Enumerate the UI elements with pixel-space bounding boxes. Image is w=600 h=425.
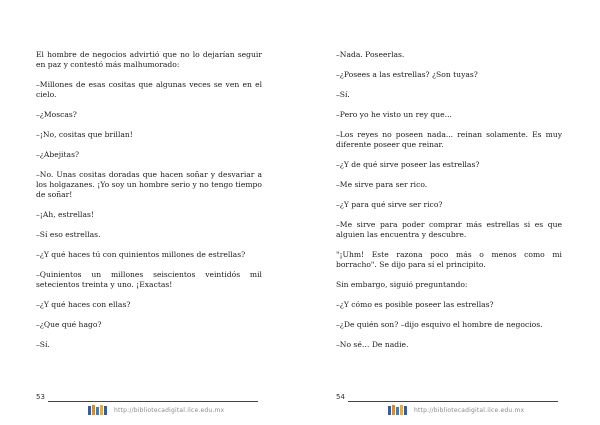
- paragraph: –¿Y para qué sirve ser rico?: [336, 200, 443, 209]
- footer-url-link[interactable]: http://bibliotecadigital.ilce.edu.mx: [114, 406, 225, 414]
- footer-brand: [88, 404, 224, 416]
- paragraph: El hombre de negocios advirtió que no lo dejarían seguir en paz y contestó más malhumorado:: [36, 50, 262, 69]
- paragraph: –Sí.: [36, 340, 50, 349]
- paragraph: –¿Y cómo es posible poseer las estrellas?: [336, 300, 494, 309]
- paragraph: –¡Ah, estrellas!: [36, 210, 94, 219]
- paragraph: Sin embargo, siguió preguntando:: [336, 280, 468, 289]
- page-footer: [36, 393, 258, 403]
- page-number: 54: [336, 393, 345, 401]
- footer-rule: [48, 401, 258, 402]
- footer-rule: [348, 401, 558, 402]
- paragraph: –¿Y qué haces con ellas?: [36, 300, 131, 309]
- paragraph: –Nada. Poseerlas.: [336, 50, 405, 59]
- paragraph: –¿Y de qué sirve poseer las estrellas?: [336, 160, 480, 169]
- paragraph: –Me sirve para ser rico.: [336, 180, 428, 189]
- right-page-text: [336, 50, 562, 360]
- footer-url-link[interactable]: http://bibliotecadigital.ilce.edu.mx: [414, 406, 525, 414]
- footer-brand: [388, 404, 524, 416]
- paragraph: –¿Y qué haces tú con quinientos millones de estrellas?: [36, 250, 246, 259]
- paragraph: –Quinientos un millones seiscientos veintidós mil setecientos treinta y uno. ¡Exactas!: [36, 270, 262, 289]
- page-footer: [336, 393, 558, 403]
- page-number: 53: [36, 393, 45, 401]
- paragraph: –Millones de esas cositas que algunas veces se ven en el cielo.: [36, 80, 262, 99]
- paragraph: –Sí eso estrellas.: [36, 230, 101, 239]
- paragraph: –¿Moscas?: [36, 110, 77, 119]
- paragraph: –¡No, cositas que brillan!: [36, 130, 133, 139]
- left-page-text: [36, 50, 262, 360]
- paragraph: –Sí.: [336, 90, 350, 99]
- paragraph: –Me sirve para poder comprar más estrellas si es que alguien las encuentra y descubre.: [336, 220, 562, 239]
- paragraph: –Los reyes no poseen nada... reinan solamente. Es muy diferente poseer que reinar.: [336, 130, 562, 149]
- paragraph: –¿Que qué hago?: [36, 320, 102, 329]
- paragraph: –No. Unas cositas doradas que hacen soñar y desvariar a los holgazanes. ¡Yo soy un hombre serio y no tengo tiempo de soñar!: [36, 170, 262, 199]
- right-page: [300, 0, 600, 425]
- paragraph: "¡Uhm! Este razona poco más o menos como mi borracho". Se dijo para sí el principito.: [336, 250, 562, 269]
- books-logo-icon: [388, 405, 408, 415]
- paragraph: –Pero yo he visto un rey que...: [336, 110, 452, 119]
- paragraph: –No sé… De nadie.: [336, 340, 409, 349]
- paragraph: –¿Abejitas?: [36, 150, 80, 159]
- paragraph: –¿De quién son? –dijo esquivo el hombre de negocios.: [336, 320, 543, 329]
- paragraph: –¿Posees a las estrellas? ¿Son tuyas?: [336, 70, 478, 79]
- books-logo-icon: [88, 405, 108, 415]
